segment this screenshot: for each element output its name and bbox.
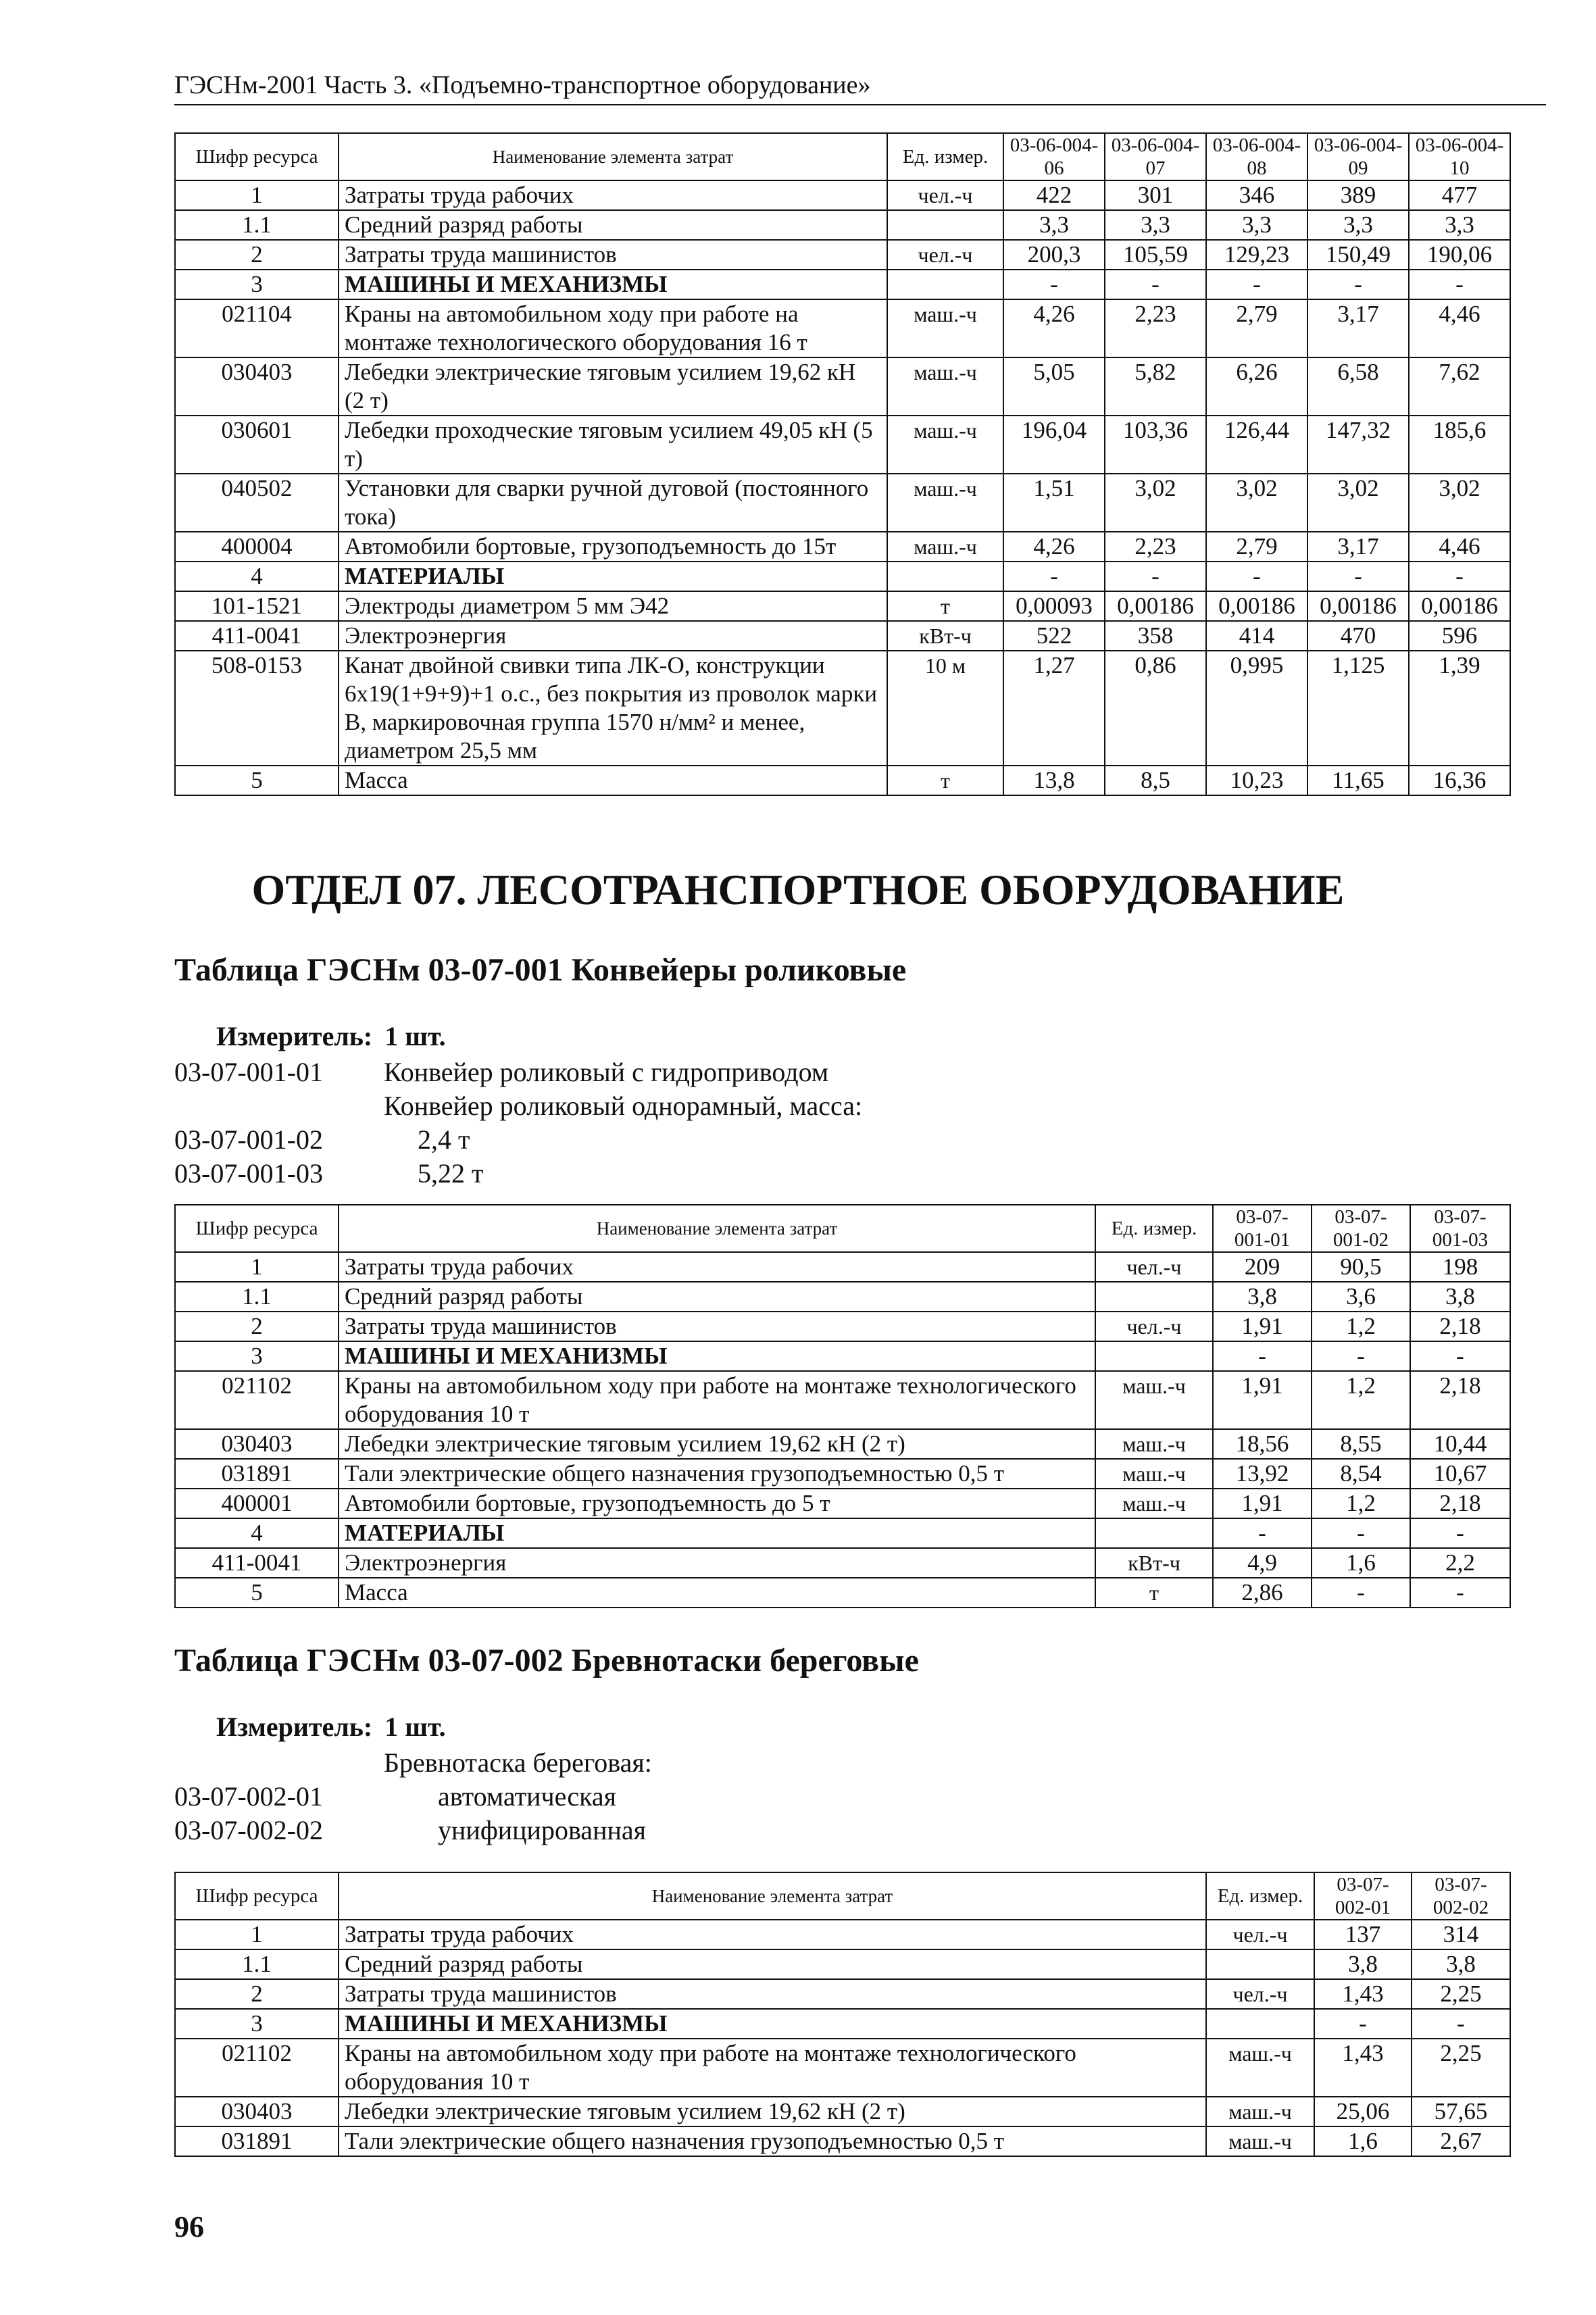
unit-of-measure: кВт-ч — [1095, 1548, 1213, 1578]
norm-value: 105,59 — [1105, 240, 1206, 270]
variant-description: Бревнотаска береговая: — [384, 1747, 652, 1778]
table-row — [175, 1429, 1510, 1459]
resource-code: 4 — [175, 562, 339, 591]
cost-element-name: Краны на автомобильном ходу при работе на монтаже технологического оборудования 10 т — [339, 2039, 1206, 2097]
norm-value: 10,23 — [1206, 766, 1307, 795]
norm-value: 2,18 — [1410, 1371, 1510, 1429]
norm-value: - — [1410, 1341, 1510, 1371]
unit-of-measure — [1206, 1949, 1314, 1979]
norm-value: 2,79 — [1206, 532, 1307, 562]
table-row — [175, 1920, 1510, 1949]
norm-value: 4,46 — [1409, 299, 1510, 357]
table-row — [175, 416, 1510, 474]
unit-of-measure: чел.-ч — [1206, 1979, 1314, 2009]
norm-value: 8,54 — [1312, 1459, 1410, 1489]
norm-value: 0,86 — [1105, 651, 1206, 766]
variant-code: 03-07-002-02 — [174, 1815, 323, 1845]
table-row — [175, 357, 1510, 416]
col-header-unit: Ед. измер. — [1095, 1205, 1213, 1252]
table-title-03-07-002: Таблица ГЭСНм 03-07-002 Бревнотаски береговые — [174, 1643, 919, 1678]
resource-code: 101-1521 — [175, 591, 339, 621]
table-row — [175, 2097, 1510, 2126]
norm-value: 301 — [1105, 180, 1206, 210]
norm-value: 4,46 — [1409, 532, 1510, 562]
meter-label: Измеритель: — [216, 1712, 373, 1742]
table-row — [175, 1371, 1510, 1429]
norm-value: 137 — [1314, 1920, 1412, 1949]
norm-value: 1,6 — [1314, 2126, 1412, 2156]
norm-value: 2,2 — [1410, 1548, 1510, 1578]
col-header-code: Шифр ресурса — [175, 1872, 339, 1920]
resource-code: 031891 — [175, 1459, 339, 1489]
norm-value: - — [1409, 562, 1510, 591]
resource-code: 1.1 — [175, 210, 339, 240]
cost-element-name: МАШИНЫ И МЕХАНИЗМЫ — [339, 1341, 1095, 1371]
cost-element-name: Электроэнергия — [339, 621, 887, 651]
resource-code: 040502 — [175, 474, 339, 532]
unit-of-measure: маш.-ч — [1206, 2039, 1314, 2097]
variant-description: 2,4 т — [418, 1124, 470, 1155]
cost-element-name: Тали электрические общего назначения грузоподъемностью 0,5 т — [339, 1459, 1095, 1489]
norm-value: 3,02 — [1307, 474, 1409, 532]
col-header-name: Наименование элемента затрат — [339, 1205, 1095, 1252]
norm-value: 1,43 — [1314, 2039, 1412, 2097]
norm-value: 129,23 — [1206, 240, 1307, 270]
norm-value: 1,51 — [1003, 474, 1105, 532]
norm-value: 2,18 — [1410, 1489, 1510, 1518]
norm-value: 7,62 — [1409, 357, 1510, 416]
norm-value: 10,44 — [1410, 1429, 1510, 1459]
resource-code: 1 — [175, 180, 339, 210]
resource-code: 411-0041 — [175, 621, 339, 651]
col-header-norm-code: 03-07-002-01 — [1314, 1872, 1412, 1920]
cost-element-name: Установки для сварки ручной дуговой (постоянного тока) — [339, 474, 887, 532]
unit-of-measure: чел.-ч — [887, 180, 1003, 210]
norm-value: 3,3 — [1105, 210, 1206, 240]
variant-code: 03-07-001-01 — [174, 1057, 323, 1087]
resource-code: 021102 — [175, 1371, 339, 1429]
table-row — [175, 651, 1510, 766]
norm-value: 1,91 — [1213, 1371, 1312, 1429]
meter-line — [216, 1711, 446, 1743]
norm-value: 190,06 — [1409, 240, 1510, 270]
norm-value: 25,06 — [1314, 2097, 1412, 2126]
variant-description: Конвейер роликовый с гидроприводом — [384, 1057, 829, 1087]
norm-value: 1,2 — [1312, 1312, 1410, 1341]
unit-of-measure: чел.-ч — [1206, 1920, 1314, 1949]
col-header-code: Шифр ресурса — [175, 1205, 339, 1252]
norm-value: 185,6 — [1409, 416, 1510, 474]
norm-value: - — [1312, 1518, 1410, 1548]
norm-value: 3,8 — [1213, 1282, 1312, 1312]
norm-value: 2,86 — [1213, 1578, 1312, 1608]
norm-value: 0,995 — [1206, 651, 1307, 766]
table-row — [175, 1459, 1510, 1489]
unit-of-measure: маш.-ч — [1206, 2097, 1314, 2126]
unit-of-measure: маш.-ч — [1095, 1489, 1213, 1518]
norm-table-03-06-004 — [174, 132, 1511, 796]
norm-value: 13,92 — [1213, 1459, 1312, 1489]
group-row — [175, 1341, 1510, 1371]
cost-element-name: Затраты труда рабочих — [339, 1252, 1095, 1282]
group-row — [175, 2009, 1510, 2039]
resource-code: 3 — [175, 270, 339, 299]
table-row — [175, 2126, 1510, 2156]
resource-code: 411-0041 — [175, 1548, 339, 1578]
cost-element-name: Затраты труда рабочих — [339, 1920, 1206, 1949]
table-row — [175, 1489, 1510, 1518]
group-row — [175, 562, 1510, 591]
norm-value: 2,25 — [1412, 2039, 1510, 2097]
unit-of-measure: маш.-ч — [1095, 1429, 1213, 1459]
unit-of-measure: т — [1095, 1578, 1213, 1608]
cost-element-name: Средний разряд работы — [339, 210, 887, 240]
resource-code: 3 — [175, 1341, 339, 1371]
norm-value: 8,5 — [1105, 766, 1206, 795]
col-header-norm-code: 03-07-001-03 — [1410, 1205, 1510, 1252]
resource-code: 5 — [175, 1578, 339, 1608]
norm-value: 1,2 — [1312, 1371, 1410, 1429]
norm-value: 103,36 — [1105, 416, 1206, 474]
norm-value: 18,56 — [1213, 1429, 1312, 1459]
norm-table-03-07-002 — [174, 1872, 1511, 2157]
norm-value: - — [1206, 270, 1307, 299]
cost-element-name: Автомобили бортовые, грузоподъемность до 5 т — [339, 1489, 1095, 1518]
norm-value: 346 — [1206, 180, 1307, 210]
norm-value: - — [1105, 270, 1206, 299]
norm-value: 3,3 — [1206, 210, 1307, 240]
table-row — [175, 532, 1510, 562]
norm-value: - — [1213, 1518, 1312, 1548]
resource-code: 030403 — [175, 2097, 339, 2126]
cost-element-name: Краны на автомобильном ходу при работе на монтаже технологического оборудования 10 т — [339, 1371, 1095, 1429]
norm-value: 11,65 — [1307, 766, 1409, 795]
variant-code: 03-07-002-01 — [174, 1781, 323, 1812]
norm-value: - — [1412, 2009, 1510, 2039]
norm-value: 198 — [1410, 1252, 1510, 1282]
table-row — [175, 621, 1510, 651]
cost-element-name: Лебедки проходческие тяговым усилием 49,05 кН (5 т) — [339, 416, 887, 474]
unit-of-measure: маш.-ч — [1206, 2126, 1314, 2156]
norm-value: 13,8 — [1003, 766, 1105, 795]
norm-value: 2,79 — [1206, 299, 1307, 357]
norm-value: 1,125 — [1307, 651, 1409, 766]
col-header-norm-code: 03-07-002-02 — [1412, 1872, 1510, 1920]
table-row — [175, 1949, 1510, 1979]
unit-of-measure: маш.-ч — [887, 357, 1003, 416]
table-row — [175, 180, 1510, 210]
norm-value: 358 — [1105, 621, 1206, 651]
norm-value: - — [1003, 562, 1105, 591]
norm-table-03-07-001 — [174, 1204, 1511, 1608]
norm-value: 6,58 — [1307, 357, 1409, 416]
norm-value: 8,55 — [1312, 1429, 1410, 1459]
norm-value: 10,67 — [1410, 1459, 1510, 1489]
header-row — [175, 133, 1510, 180]
cost-element-name: Электроэнергия — [339, 1548, 1095, 1578]
table-row — [175, 1252, 1510, 1282]
norm-value: 57,65 — [1412, 2097, 1510, 2126]
norm-value: 1,39 — [1409, 651, 1510, 766]
norm-value: 16,36 — [1409, 766, 1510, 795]
group-row — [175, 1518, 1510, 1548]
cost-element-name: Краны на автомобильном ходу при работе на монтаже технологического оборудования 16 т — [339, 299, 887, 357]
norm-value: 3,02 — [1105, 474, 1206, 532]
col-header-unit: Ед. измер. — [887, 133, 1003, 180]
col-header-unit: Ед. измер. — [1206, 1872, 1314, 1920]
table-row — [175, 240, 1510, 270]
resource-code: 1.1 — [175, 1949, 339, 1979]
norm-value: 3,02 — [1206, 474, 1307, 532]
norm-value: 2,18 — [1410, 1312, 1510, 1341]
table-row — [175, 474, 1510, 532]
norm-value: 0,00186 — [1206, 591, 1307, 621]
resource-code: 400001 — [175, 1489, 339, 1518]
norm-value: 3,02 — [1409, 474, 1510, 532]
table-row — [175, 591, 1510, 621]
norm-value: 3,17 — [1307, 299, 1409, 357]
norm-value: 196,04 — [1003, 416, 1105, 474]
group-row — [175, 270, 1510, 299]
resource-code: 030601 — [175, 416, 339, 474]
norm-value: 1,2 — [1312, 1489, 1410, 1518]
col-header-norm-code: 03-07-001-01 — [1213, 1205, 1312, 1252]
table-row — [175, 1578, 1510, 1608]
norm-value: 3,6 — [1312, 1282, 1410, 1312]
col-header-norm-code: 03-06-004-07 — [1105, 133, 1206, 180]
norm-value: 2,23 — [1105, 532, 1206, 562]
resource-code: 030403 — [175, 1429, 339, 1459]
unit-of-measure: кВт-ч — [887, 621, 1003, 651]
norm-value: - — [1410, 1578, 1510, 1608]
meter-value: 1 шт. — [384, 1712, 446, 1742]
norm-value: - — [1312, 1341, 1410, 1371]
unit-of-measure: чел.-ч — [1095, 1312, 1213, 1341]
unit-of-measure — [887, 562, 1003, 591]
col-header-code: Шифр ресурса — [175, 133, 339, 180]
norm-value: 1,91 — [1213, 1489, 1312, 1518]
norm-value: 414 — [1206, 621, 1307, 651]
unit-of-measure: маш.-ч — [887, 299, 1003, 357]
norm-value: 5,82 — [1105, 357, 1206, 416]
norm-value: 6,26 — [1206, 357, 1307, 416]
norm-value: - — [1307, 270, 1409, 299]
cost-element-name: МАТЕРИАЛЫ — [339, 1518, 1095, 1548]
header-row — [175, 1872, 1510, 1920]
cost-element-name: Тали электрические общего назначения грузоподъемностью 0,5 т — [339, 2126, 1206, 2156]
norm-value: 126,44 — [1206, 416, 1307, 474]
cost-element-name: Электроды диаметром 5 мм Э42 — [339, 591, 887, 621]
cost-element-name: Затраты труда машинистов — [339, 240, 887, 270]
table-row — [175, 210, 1510, 240]
norm-value: - — [1409, 270, 1510, 299]
cost-element-name: Масса — [339, 766, 887, 795]
cost-element-name: Средний разряд работы — [339, 1949, 1206, 1979]
norm-value: 1,27 — [1003, 651, 1105, 766]
table-row — [175, 1548, 1510, 1578]
norm-value: 477 — [1409, 180, 1510, 210]
unit-of-measure: маш.-ч — [1095, 1459, 1213, 1489]
norm-value: 522 — [1003, 621, 1105, 651]
variant-description: Конвейер роликовый однорамный, масса: — [384, 1091, 863, 1121]
page-header: ГЭСНм-2001 Часть 3. «Подъемно-транспортное оборудование» — [174, 70, 1546, 105]
variant-description: автоматическая — [438, 1781, 617, 1812]
unit-of-measure: т — [887, 766, 1003, 795]
resource-code: 2 — [175, 1979, 339, 2009]
norm-value: - — [1314, 2009, 1412, 2039]
norm-value: 3,8 — [1412, 1949, 1510, 1979]
col-header-norm-code: 03-06-004-10 — [1409, 133, 1510, 180]
norm-value: 147,32 — [1307, 416, 1409, 474]
unit-of-measure: маш.-ч — [887, 416, 1003, 474]
resource-code: 508-0153 — [175, 651, 339, 766]
cost-element-name: Канат двойной свивки типа ЛК-О, конструкции 6х19(1+9+9)+1 о.с., без покрытия из проволок марки В, маркировочная группа 1570 н/мм² и менее, диаметром 25,5 мм — [339, 651, 887, 766]
resource-code: 2 — [175, 1312, 339, 1341]
cost-element-name: МАТЕРИАЛЫ — [339, 562, 887, 591]
norm-value: 2,67 — [1412, 2126, 1510, 2156]
norm-value: 0,00093 — [1003, 591, 1105, 621]
norm-value: 0,00186 — [1105, 591, 1206, 621]
norm-value: 4,26 — [1003, 299, 1105, 357]
table-row — [175, 2039, 1510, 2097]
norm-value: 1,91 — [1213, 1312, 1312, 1341]
norm-value: 90,5 — [1312, 1252, 1410, 1282]
unit-of-measure — [1095, 1518, 1213, 1548]
norm-value: 422 — [1003, 180, 1105, 210]
unit-of-measure — [887, 270, 1003, 299]
cost-element-name: МАШИНЫ И МЕХАНИЗМЫ — [339, 2009, 1206, 2039]
norm-value: 470 — [1307, 621, 1409, 651]
cost-element-name: Средний разряд работы — [339, 1282, 1095, 1312]
cost-element-name: Затраты труда машинистов — [339, 1979, 1206, 2009]
norm-value: 3,3 — [1003, 210, 1105, 240]
table-row — [175, 299, 1510, 357]
unit-of-measure: чел.-ч — [1095, 1252, 1213, 1282]
cost-element-name: Лебедки электрические тяговым усилием 19,62 кН (2 т) — [339, 357, 887, 416]
unit-of-measure — [1206, 2009, 1314, 2039]
meter-value: 1 шт. — [384, 1021, 446, 1051]
norm-value: 0,00186 — [1307, 591, 1409, 621]
resource-code: 030403 — [175, 357, 339, 416]
norm-value: 2,25 — [1412, 1979, 1510, 2009]
resource-code: 400004 — [175, 532, 339, 562]
norm-value: 1,6 — [1312, 1548, 1410, 1578]
norm-value: - — [1003, 270, 1105, 299]
unit-of-measure: 10 м — [887, 651, 1003, 766]
norm-value: - — [1105, 562, 1206, 591]
norm-value: 3,8 — [1314, 1949, 1412, 1979]
resource-code: 1.1 — [175, 1282, 339, 1312]
cost-element-name: Масса — [339, 1578, 1095, 1608]
unit-of-measure — [1095, 1282, 1213, 1312]
norm-value: 2,23 — [1105, 299, 1206, 357]
norm-value: 1,43 — [1314, 1979, 1412, 2009]
resource-code: 021102 — [175, 2039, 339, 2097]
norm-value: 3,3 — [1409, 210, 1510, 240]
norm-value: - — [1307, 562, 1409, 591]
resource-code: 1 — [175, 1920, 339, 1949]
norm-value: 3,17 — [1307, 532, 1409, 562]
cost-element-name: Лебедки электрические тяговым усилием 19,62 кН (2 т) — [339, 2097, 1206, 2126]
cost-element-name: Лебедки электрические тяговым усилием 19,62 кН (2 т) — [339, 1429, 1095, 1459]
cost-element-name: Затраты труда рабочих — [339, 180, 887, 210]
table-title-03-07-001: Таблица ГЭСНм 03-07-001 Конвейеры роликовые — [174, 952, 907, 988]
variant-description: унифицированная — [438, 1815, 647, 1845]
col-header-norm-code: 03-06-004-08 — [1206, 133, 1307, 180]
norm-value: 314 — [1412, 1920, 1510, 1949]
norm-value: 3,3 — [1307, 210, 1409, 240]
norm-value: 200,3 — [1003, 240, 1105, 270]
table-row — [175, 1312, 1510, 1341]
norm-value: - — [1206, 562, 1307, 591]
unit-of-measure — [887, 210, 1003, 240]
resource-code: 1 — [175, 1252, 339, 1282]
section-title: ОТДЕЛ 07. ЛЕСОТРАНСПОРТНОЕ ОБОРУДОВАНИЕ — [251, 866, 1345, 914]
resource-code: 4 — [175, 1518, 339, 1548]
col-header-norm-code: 03-07-001-02 — [1312, 1205, 1410, 1252]
col-header-name: Наименование элемента затрат — [339, 1872, 1206, 1920]
norm-value: 596 — [1409, 621, 1510, 651]
variant-description: 5,22 т — [418, 1158, 484, 1189]
resource-code: 2 — [175, 240, 339, 270]
resource-code: 3 — [175, 2009, 339, 2039]
unit-of-measure: маш.-ч — [1095, 1371, 1213, 1429]
col-header-name: Наименование элемента затрат — [339, 133, 887, 180]
norm-value: 0,00186 — [1409, 591, 1510, 621]
norm-value: 150,49 — [1307, 240, 1409, 270]
table-row — [175, 766, 1510, 795]
meter-label: Измеритель: — [216, 1021, 373, 1051]
variant-code: 03-07-001-02 — [174, 1124, 323, 1155]
norm-value: - — [1213, 1341, 1312, 1371]
table-row — [175, 1979, 1510, 2009]
header-row — [175, 1205, 1510, 1252]
norm-value: - — [1312, 1578, 1410, 1608]
page-number: 96 — [174, 2210, 204, 2243]
norm-value: 4,26 — [1003, 532, 1105, 562]
unit-of-measure — [1095, 1341, 1213, 1371]
unit-of-measure: маш.-ч — [887, 474, 1003, 532]
col-header-norm-code: 03-06-004-06 — [1003, 133, 1105, 180]
unit-of-measure: чел.-ч — [887, 240, 1003, 270]
norm-value: 3,8 — [1410, 1282, 1510, 1312]
norm-value: 209 — [1213, 1252, 1312, 1282]
cost-element-name: Затраты труда машинистов — [339, 1312, 1095, 1341]
resource-code: 021104 — [175, 299, 339, 357]
resource-code: 031891 — [175, 2126, 339, 2156]
norm-value: - — [1410, 1518, 1510, 1548]
unit-of-measure: т — [887, 591, 1003, 621]
resource-code: 5 — [175, 766, 339, 795]
norm-value: 389 — [1307, 180, 1409, 210]
norm-value: 4,9 — [1213, 1548, 1312, 1578]
table-row — [175, 1282, 1510, 1312]
norm-value: 5,05 — [1003, 357, 1105, 416]
variant-code: 03-07-001-03 — [174, 1158, 323, 1189]
cost-element-name: Автомобили бортовые, грузоподъемность до 15т — [339, 532, 887, 562]
cost-element-name: МАШИНЫ И МЕХАНИЗМЫ — [339, 270, 887, 299]
meter-line — [216, 1020, 446, 1052]
unit-of-measure: маш.-ч — [887, 532, 1003, 562]
col-header-norm-code: 03-06-004-09 — [1307, 133, 1409, 180]
